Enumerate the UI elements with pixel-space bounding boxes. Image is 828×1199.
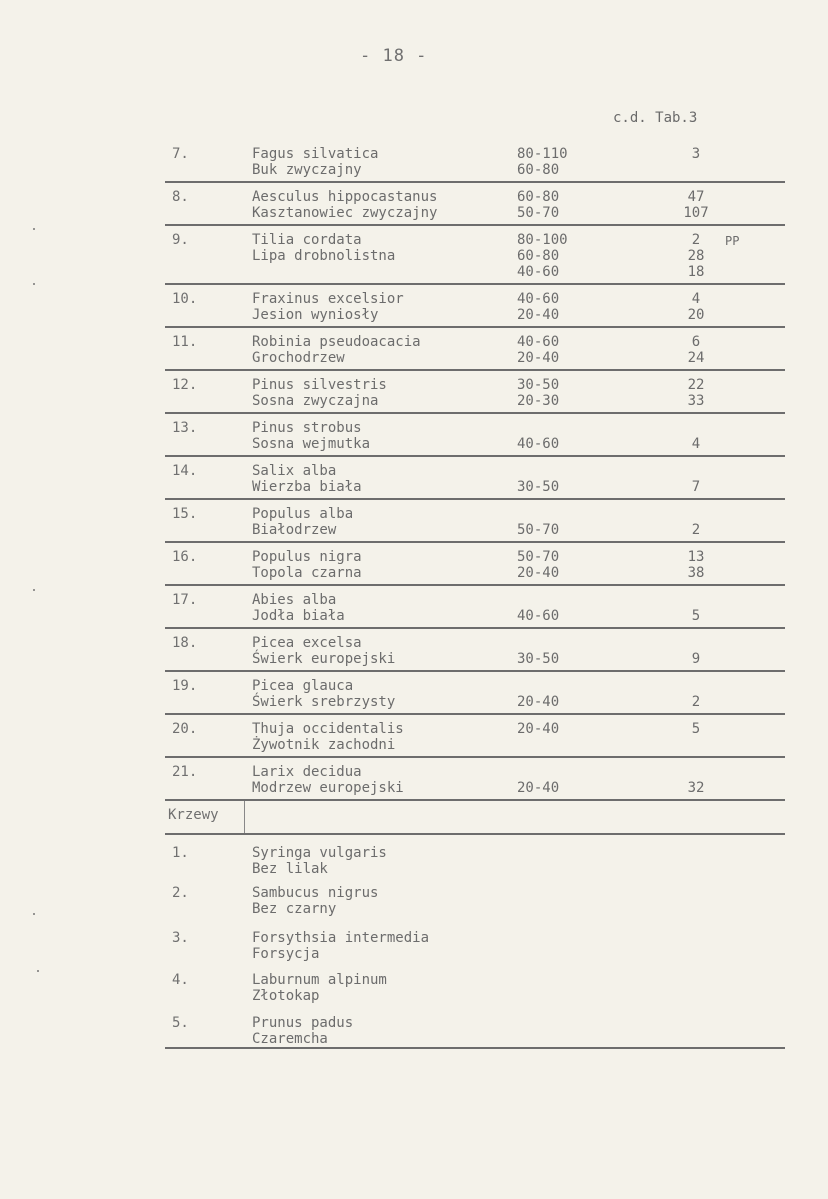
row-number: 15. <box>172 506 198 522</box>
polish-name: Sosna wejmutka <box>252 436 371 452</box>
row-number: 8. <box>172 189 189 205</box>
latin-name: Aesculus hippocastanus <box>252 189 438 205</box>
polish-name: Bez czarny <box>252 901 337 917</box>
polish-name: Topola czarna <box>252 565 362 581</box>
row-number: 11. <box>172 334 198 350</box>
polish-name: Wierzba biała <box>252 479 362 495</box>
row-number: 12. <box>172 377 198 393</box>
margin-mark <box>37 970 39 972</box>
margin-mark <box>33 228 35 230</box>
age-range: 20-40 <box>517 694 560 710</box>
shrubs-section-label: Krzewy <box>168 807 219 823</box>
polish-name: Bez lilak <box>252 861 328 877</box>
polish-name: Kasztanowiec zwyczajny <box>252 205 438 221</box>
age-range: 30-50 <box>517 377 560 393</box>
section-divider <box>244 801 245 833</box>
row-number: 1. <box>172 845 189 861</box>
row-number: 4. <box>172 972 189 988</box>
row-divider <box>165 455 785 457</box>
row-divider <box>165 181 785 183</box>
row-divider <box>165 498 785 500</box>
tree-count: 28 <box>687 248 705 264</box>
tree-count: 2 <box>691 694 701 710</box>
tree-count: 47 <box>687 189 705 205</box>
latin-name: Thuja occidentalis <box>252 721 404 737</box>
polish-name: Modrzew europejski <box>252 780 404 796</box>
margin-mark <box>33 913 35 915</box>
row-number: 13. <box>172 420 198 436</box>
age-range: 20-40 <box>517 350 560 366</box>
row-number: 14. <box>172 463 198 479</box>
latin-name: Picea excelsa <box>252 635 362 651</box>
row-divider <box>165 584 785 586</box>
latin-name: Abies alba <box>252 592 337 608</box>
polish-name: Białodrzew <box>252 522 337 538</box>
age-range: 40-60 <box>517 334 560 350</box>
row-number: 9. <box>172 232 189 248</box>
latin-name: Salix alba <box>252 463 337 479</box>
polish-name: Świerk srebrzysty <box>252 694 396 710</box>
row-number: 19. <box>172 678 198 694</box>
polish-name: Czaremcha <box>252 1031 328 1047</box>
tree-count: 24 <box>687 350 705 366</box>
age-range: 60-80 <box>517 248 560 264</box>
tree-count: 5 <box>691 608 701 624</box>
age-range: 40-60 <box>517 436 560 452</box>
margin-mark <box>33 589 35 591</box>
row-divider <box>165 412 785 414</box>
latin-name: Prunus padus <box>252 1015 354 1031</box>
tree-count: 4 <box>691 291 701 307</box>
page-number: - 18 - <box>360 46 428 66</box>
row-number: 2. <box>172 885 189 901</box>
tree-count: 2 <box>691 522 701 538</box>
age-range: 80-110 <box>517 146 568 162</box>
row-number: 3. <box>172 930 189 946</box>
tree-count: 6 <box>691 334 701 350</box>
row-number: 10. <box>172 291 198 307</box>
row-divider <box>165 541 785 543</box>
age-range: 20-40 <box>517 721 560 737</box>
polish-name: Żywotnik zachodni <box>252 737 396 753</box>
row-divider <box>165 713 785 715</box>
age-range: 20-40 <box>517 307 560 323</box>
latin-name: Tilia cordata <box>252 232 362 248</box>
row-divider <box>165 224 785 226</box>
polish-name: Jodła biała <box>252 608 345 624</box>
age-range: 30-50 <box>517 651 560 667</box>
latin-name: Larix decidua <box>252 764 362 780</box>
latin-name: Robinia pseudoacacia <box>252 334 421 350</box>
row-number: 7. <box>172 146 189 162</box>
tree-count: 107 <box>683 205 709 221</box>
row-divider <box>165 670 785 672</box>
row-divider <box>165 756 785 758</box>
tree-count: 5 <box>691 721 701 737</box>
age-range: 20-40 <box>517 780 560 796</box>
row-number: 20. <box>172 721 198 737</box>
polish-name: Lipa drobnolistna <box>252 248 396 264</box>
row-divider <box>165 627 785 629</box>
tree-count: 33 <box>687 393 705 409</box>
tree-count: 38 <box>687 565 705 581</box>
tree-count: 9 <box>691 651 701 667</box>
polish-name: Świerk europejski <box>252 651 396 667</box>
latin-name: Fraxinus excelsior <box>252 291 404 307</box>
age-range: 40-60 <box>517 264 560 280</box>
row-number: 21. <box>172 764 198 780</box>
row-divider <box>165 833 785 835</box>
latin-name: Populus nigra <box>252 549 362 565</box>
tree-count: 4 <box>691 436 701 452</box>
polish-name: Buk zwyczajny <box>252 162 362 178</box>
tree-count: 32 <box>687 780 705 796</box>
row-divider <box>165 326 785 328</box>
row-number: 16. <box>172 549 198 565</box>
age-range: 60-80 <box>517 162 560 178</box>
tree-count: 13 <box>687 549 705 565</box>
polish-name: Forsycja <box>252 946 320 962</box>
latin-name: Sambucus nigrus <box>252 885 379 901</box>
age-range: 20-40 <box>517 565 560 581</box>
latin-name: Laburnum alpinum <box>252 972 387 988</box>
latin-name: Fagus silvatica <box>252 146 379 162</box>
age-range: 20-30 <box>517 393 560 409</box>
row-number: 17. <box>172 592 198 608</box>
age-range: 80-100 <box>517 232 568 248</box>
row-number: 18. <box>172 635 198 651</box>
latin-name: Forsythsia intermedia <box>252 930 430 946</box>
tree-count: 20 <box>687 307 705 323</box>
row-divider <box>165 1047 785 1049</box>
age-range: 40-60 <box>517 608 560 624</box>
row-divider <box>165 799 785 801</box>
polish-name: Grochodrzew <box>252 350 345 366</box>
latin-name: Pinus silvestris <box>252 377 387 393</box>
latin-name: Syringa vulgaris <box>252 845 387 861</box>
tree-count: 2 <box>691 232 701 248</box>
row-divider <box>165 283 785 285</box>
row-divider <box>165 369 785 371</box>
row-number: 5. <box>172 1015 189 1031</box>
age-range: 30-50 <box>517 479 560 495</box>
latin-name: Pinus strobus <box>252 420 362 436</box>
tree-count: 22 <box>687 377 705 393</box>
tree-count: 18 <box>687 264 705 280</box>
latin-name: Populus alba <box>252 506 354 522</box>
age-range: 50-70 <box>517 522 560 538</box>
note-mark: PP <box>725 234 740 248</box>
margin-mark <box>33 283 35 285</box>
continuation-label: c.d. Tab.3 <box>613 110 698 126</box>
polish-name: Jesion wyniosły <box>252 307 379 323</box>
age-range: 50-70 <box>517 549 560 565</box>
polish-name: Złotokap <box>252 988 320 1004</box>
tree-count: 7 <box>691 479 701 495</box>
latin-name: Picea glauca <box>252 678 354 694</box>
age-range: 50-70 <box>517 205 560 221</box>
tree-count: 3 <box>691 146 701 162</box>
age-range: 60-80 <box>517 189 560 205</box>
age-range: 40-60 <box>517 291 560 307</box>
polish-name: Sosna zwyczajna <box>252 393 379 409</box>
